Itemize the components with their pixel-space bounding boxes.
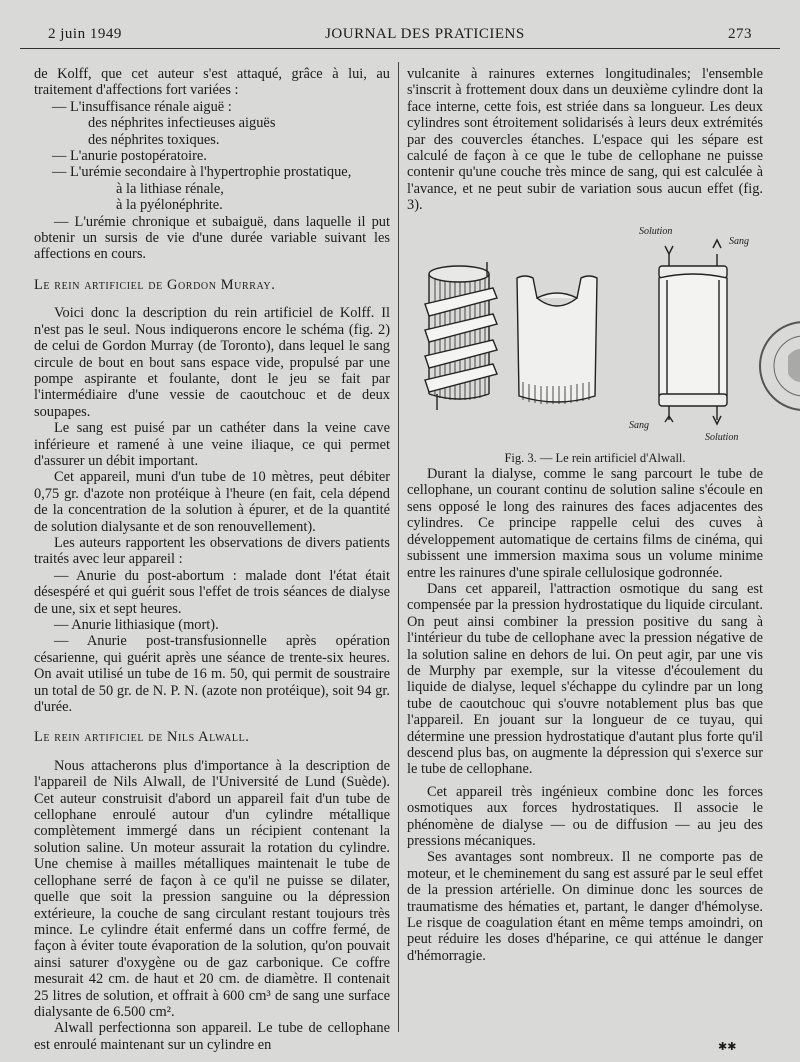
paragraph: Cet appareil, muni d'un tube de 10 mètres, peut débiter 0,75 gr. d'azote non protéique à l'heure (en fait, cela dépend de la concentration de la solution à épurer, et de la quantité de solution dialysante et de son renouvellement). xyxy=(34,469,390,535)
figure-caption: Fig. 3. — Le rein artificiel d'Alwall. xyxy=(504,450,686,465)
paragraph: Dans cet appareil, l'attraction osmotique du sang est compensée par la pression hydrostatique du liquide circulant. On peut ainsi combiner la pression positive du sang à l'intérieur du tube de cellophane avec la pression négative de la solution saline en dehors de lui. On peut agir, par une vis de Murphy par exemple, sur la vitesse d'écoulement du liquide de dialyse, lequel s'échappe du cylindre par un long tube de caoutchouc qui s'ouvre notablement plus bas que l'appareil. En jouant sur la longueur de ce tuyau, qui détermine une pression hydrostatique d'autant plus forte qu'il descend plus bas, on augmente la dépression qui s'exerce sur le tube de cellophane. xyxy=(407,580,763,778)
header-journal-title: JOURNAL DES PRATICIENS xyxy=(325,26,525,42)
figure-label-solution-top: Solution xyxy=(639,225,673,237)
list-item: des néphrites infectieuses aiguës xyxy=(88,115,276,132)
paragraph: — L'urémie chronique et subaiguë, dans laquelle il put obtenir un sursis de vie d'une durée variable suivant les affections en cours. xyxy=(34,213,390,263)
striated-outer-cylinder-drawing xyxy=(517,276,597,404)
library-stamp-logo xyxy=(758,296,800,436)
list-item: — Anurie lithiasique (mort). xyxy=(54,617,219,633)
header-page-number: 273 xyxy=(727,26,752,42)
figure-3-alwall-kidney xyxy=(407,218,763,450)
list-item: à la pyélonéphrite. xyxy=(116,197,223,214)
paragraph: Voici donc la description du rein artificiel de Kolff. Il n'est pas le seul. Nous indiquerons encore le schéma (fig. 2) de celui de Gordon Murray (de Toronto), dans lequel le sang circule de bout en bout sans espace vide, propulsé par une pompe aspirante et foulante, dont le jeu se fait par l'intermédiaire d'une vessie de caoutchouc et de deux soupapes. xyxy=(34,305,390,420)
section-heading-murray: Le rein artificiel de Gordon Murray. xyxy=(34,276,276,293)
list-item: des néphrites toxiques. xyxy=(88,131,220,148)
paragraph: Cet appareil très ingénieux combine donc les forces osmotiques aux forces hydrostatiques. Il associe le phénomène de dialyse — ou de diffusion — au jeu des pressions mécaniques. xyxy=(407,783,763,849)
paragraph: Le sang est puisé par un cathéter dans la veine cave inférieure et ramené à une veine iliaque, ce qui permet d'assurer un débit important. xyxy=(34,420,390,469)
figure-illustration xyxy=(407,218,763,450)
list-item: — L'urémie secondaire à l'hypertrophie prostatique, xyxy=(52,164,352,181)
list-item: — Anurie post-transfusionnelle après opération césarienne, qui guérit après une séance de trente-six heures. On avait utilisé un tube de 16 m. 50, qui permit de soustraire un total de 50 gr. de N. P. N. (azote non protéique), soit 94 gr. d'urée. xyxy=(34,633,390,716)
figure-label-solution-bottom: Solution xyxy=(705,431,739,443)
list-item: — L'insuffisance rénale aiguë : xyxy=(52,98,232,115)
header-rule xyxy=(20,48,780,49)
paragraph: Alwall perfectionna son appareil. Le tube de cellophane est enroulé maintenant sur un cylindre en xyxy=(34,1020,390,1053)
right-column xyxy=(407,66,763,964)
section-heading-alwall: Le rein artificiel de Nils Alwall. xyxy=(34,729,250,746)
paragraph: vulcanite à rainures externes longitudinales; l'ensemble s'inscrit à frottement doux dans un deuxième cylindre dont la face interne, cette fois, est striée dans sa longueur. Les deux cylindres sont étroitement solidarisés à leurs deux extrémités par des couvercles étanches. L'espace qui les sépare est calculé de façon à ce que le tube de cellophane ne puisse contenir qu'une couche très mince de sang, qui est calculée à l'avance, et ne peut subir de variation sous aucun effet (fig. 3). xyxy=(407,66,763,214)
figure-label-sang-bottom: Sang xyxy=(629,419,649,431)
left-column xyxy=(34,66,390,1053)
paragraph: de Kolff, que cet auteur s'est attaqué, grâce à lui, au traitement d'affections fort variées : xyxy=(34,66,390,99)
grooved-cylinder-drawing xyxy=(425,262,497,410)
running-header xyxy=(48,26,752,43)
paragraph: Ses avantages sont nombreux. Il ne comporte pas de moteur, et le cheminement du sang est assuré par le seul effet de la pression artérielle. On diminue donc les sources de traumatisme des hématies et, partant, le danger d'hémolyse. Le risque de coagulation étant en même temps amoindri, on peut réduire les doses d'héparine, ce qui atténue le danger d'hémorragie. xyxy=(407,849,763,964)
figure-label-sang-top: Sang xyxy=(729,235,749,247)
header-date: 2 juin 1949 xyxy=(48,26,122,42)
paragraph: Les auteurs rapportent les observations de divers patients traités avec leur appareil : xyxy=(34,534,390,568)
assembled-device-drawing xyxy=(659,240,727,424)
paragraph: Durant la dialyse, comme le sang parcourt le tube de cellophane, un courant continu de solution saline s'écoule en sens opposé le long des rainures des faces adjacentes des cylindres. Ce principe rappelle celui des cuves à développement automatique de certains films de cinéma, qui subissent une immersion maxima sous un volume minime entre les rainures d'une spirale cellulosique godronnée. xyxy=(407,466,763,581)
footer-ornament: ✱✱ xyxy=(718,1041,737,1053)
list-item: — L'anurie postopératoire. xyxy=(52,148,207,165)
list-item: à la lithiase rénale, xyxy=(116,180,224,197)
list-item: — Anurie du post-abortum : malade dont l'état était désespéré et qui guérit sous l'effet de trois séances de dialyse de une, six et sept heures. xyxy=(34,567,390,617)
paragraph: Nous attacherons plus d'importance à la description de l'appareil de Nils Alwall, de l'Université de Lund (Suède). Cet auteur construisit d'abord un appareil fait d'un tube de cellophane enroulé autour d'un cylindre métallique complètement immergé dans un récipient contenant la solution saline. Un moteur assurait la rotation du cylindre. Une chemise à mailles métalliques maintenait le tube de cellophane serré de façon à ce qu'il ne puisse se dilater, quelle que soit la pression sanguine ou la dépression extérieure, la couche de sang circulant restant toujours très mince. Le cylindre était enfermé dans un coffre fermé, de façon à éviter toute évaporation de la solution, qu'on pouvait ainsi saturer d'oxygène ou de gaz carbonique. Ce coffre mesurait 42 cm. de haut et 20 cm. de diamètre. Il contenait 25 litres de solution, et offrait à 600 cm³ de sang une surface dialysante de 6.500 cm². xyxy=(34,757,390,1020)
column-divider xyxy=(398,62,399,1032)
